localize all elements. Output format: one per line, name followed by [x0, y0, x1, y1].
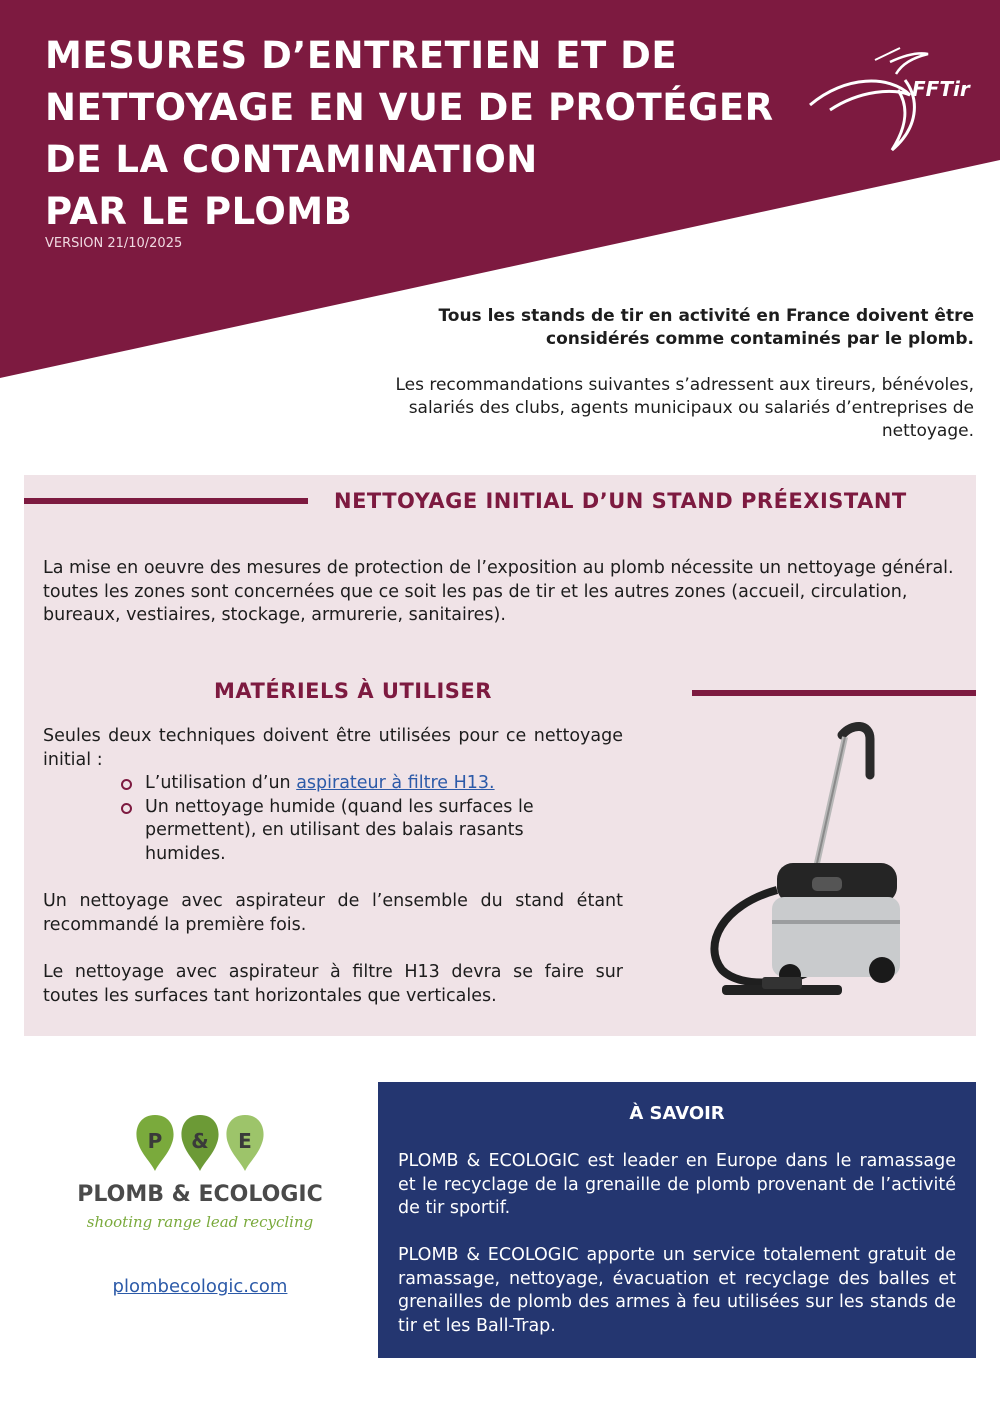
- logo-tagline: shooting range lead recycling: [86, 1213, 314, 1231]
- bullet-icon: [121, 803, 132, 814]
- logo-letter-amp: &: [191, 1129, 209, 1153]
- heading-rule-left: [24, 498, 308, 504]
- materials-note-1: Un nettoyage avec aspirateur de l’ensemble du stand étant recommandé la première fois.: [43, 891, 623, 935]
- info-paragraph-1: PLOMB & ECOLOGIC est leader en Europe dans le ramassage et le recyclage de la grenaille de plomb provenant de l’activité de tir sportif.: [398, 1151, 956, 1218]
- materials-list: [43, 772, 565, 866]
- page-title: MESURES D’ENTRETIEN ET DE NETTOYAGE EN VUE DE PROTÉGER DE LA CONTAMINATION PAR LE PLOMB: [45, 34, 774, 233]
- intro-warning: Tous les stands de tir en activité en France doivent être considérés comme contaminés par le plomb.: [438, 306, 974, 349]
- logo-name: PLOMB & ECOLOGIC: [77, 1182, 323, 1207]
- list-item: L’utilisation d’un aspirateur à filtre H13.: [145, 772, 565, 796]
- website-link[interactable]: plombecologic.com: [112, 1276, 288, 1297]
- vacuum-cleaner-image: [702, 715, 932, 1025]
- section-paragraph: La mise en oeuvre des mesures de protection de l’exposition au plomb nécessite un nettoyage général. toutes les zones sont concernées que ce soit les pas de tir et les autres zones (accueil, circulation, bureaux, vestiaires, stockage, armurerie, sanitaires).: [43, 558, 954, 625]
- materials-heading: MATÉRIELS À UTILISER: [214, 679, 492, 703]
- fftir-logo-text: FFTir: [912, 77, 970, 101]
- cleaning-section: [24, 475, 976, 1036]
- logo-letter-e: E: [238, 1129, 252, 1153]
- heading-rule-right: [692, 690, 976, 696]
- version-label: VERSION 21/10/2025: [45, 236, 183, 251]
- materials-column: [43, 725, 623, 1008]
- section-heading: NETTOYAGE INITIAL D’UN STAND PRÉEXISTANT: [334, 489, 907, 513]
- info-paragraph-2: PLOMB & ECOLOGIC apporte un service totalement gratuit de ramassage, nettoyage, évacuation et recyclage des balles et grenailles de plomb des armes à feu utilisées sur les stands de tir et les Ball-Trap.: [398, 1245, 956, 1336]
- info-heading: À SAVOIR: [629, 1103, 725, 1124]
- intro: [334, 305, 974, 443]
- h13-vacuum-link[interactable]: aspirateur à filtre H13.: [296, 773, 495, 793]
- bullet-icon: [121, 779, 132, 790]
- fftir-logo: [800, 40, 980, 160]
- materials-lead: Seules deux techniques doivent être utilisées pour ce nettoyage initial :: [43, 726, 623, 770]
- list-item: Un nettoyage humide (quand les surfaces le permettent), en utilisant des balais rasants humides.: [145, 796, 565, 867]
- intro-audience: Les recommandations suivantes s’adressent aux tireurs, bénévoles, salariés des clubs, agents municipaux ou salariés d’entreprises de nettoyage.: [395, 375, 974, 441]
- plomb-ecologic-logo: [60, 1115, 340, 1245]
- logo-letter-p: P: [147, 1129, 163, 1153]
- info-box: [378, 1082, 976, 1358]
- materials-note-2: Le nettoyage avec aspirateur à filtre H13 devra se faire sur toutes les surfaces tant horizontales que verticales.: [43, 962, 623, 1006]
